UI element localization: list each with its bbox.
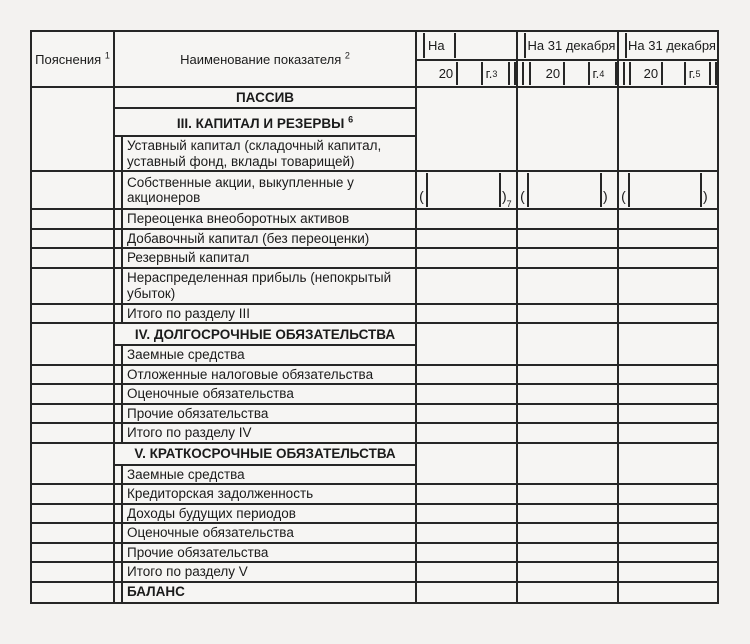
value-cell [517,304,618,324]
value-cell [618,87,718,171]
indicator-label: Оценочные обязательства [122,523,416,543]
indicator-label: Резервный капитал [122,248,416,268]
value-cell [416,209,517,229]
explanations-cell [31,423,114,443]
table-row [31,248,718,268]
value-cell [416,423,517,443]
indicator-label: Прочие обязательства [122,404,416,424]
period-2-year-blank-field [565,62,589,85]
table-row [31,523,718,543]
footnote-2: 2 [344,50,350,61]
close-paren: ) [703,188,708,204]
table-row [31,404,718,424]
explanations-cell [31,404,114,424]
explanations-cell [31,268,114,304]
table-row [31,484,718,504]
indent-cell [114,209,122,229]
value-cell [517,582,618,603]
table-row [31,504,718,524]
period-2-na-label: На 31 декабря [527,38,616,53]
value-cell [618,323,718,365]
table-row [31,543,718,563]
value-cell [416,404,517,424]
explanations-cell [31,582,114,603]
value-cell [517,484,618,504]
value-cell [618,365,718,385]
period-2-year-prefix: 20 [531,62,565,85]
value-cell [416,484,517,504]
indicator-label: Итого по разделу V [122,562,416,582]
period-1-pad [417,33,425,58]
indicator-label: Заемные средства [122,345,416,365]
value-cell [618,384,718,404]
value-cell [618,484,718,504]
value-cell [517,87,618,171]
value-cell [618,304,718,324]
period-3-year-suffix: г. 5 [686,62,712,85]
value-cell [618,523,718,543]
indicator-label: Уставный капитал (складочный капитал, уставный фонд, вклады товарищей) [122,136,416,171]
value-cell [416,268,517,304]
table-row [31,229,718,249]
explanations-cell [31,87,114,171]
explanations-cell [31,443,114,485]
table-row [31,365,718,385]
value-cell [416,323,517,365]
indent-cell [114,465,122,485]
indent-cell [114,582,122,603]
close-paren: ) 7 [502,188,512,209]
value-cell [517,443,618,485]
explanations-cell [31,384,114,404]
explanations-cell [31,248,114,268]
indent-cell [114,523,122,543]
indicator-label: Собственные акции, выкупленные у акционеров [122,171,416,209]
value-cell [416,229,517,249]
period-1-year-suffix: г. 3 [483,62,510,85]
period-3-year-header [618,60,718,87]
table-row [31,304,718,324]
value-cell [517,323,618,365]
open-paren: ( [419,188,424,204]
value-cell-parenthesized [416,171,517,209]
period-3-pad [619,33,627,58]
table-row [31,209,718,229]
table-row [31,323,718,345]
explanations-cell [31,229,114,249]
indicator-column-header [114,31,416,87]
period-1-year-prefix: 20 [417,62,458,85]
value-cell [517,209,618,229]
explanations-cell [31,484,114,504]
explanations-cell [31,365,114,385]
value-cell [618,443,718,485]
period-3-na-label: На 31 декабря [628,38,716,53]
period-2-pad [524,62,531,85]
period-3-pad [711,62,717,85]
footnote-6: 6 [348,114,354,125]
value-cell [517,365,618,385]
explanations-cell [31,304,114,324]
paren-blank-field [426,173,501,207]
value-cell [517,504,618,524]
indent-cell [114,484,122,504]
indent-cell [114,229,122,249]
indicator-label: Добавочный капитал (без переоценки) [122,229,416,249]
explanations-cell [31,562,114,582]
indent-cell [114,268,122,304]
value-cell [416,384,517,404]
value-cell [618,209,718,229]
value-cell [416,248,517,268]
paren-blank-field [628,173,702,207]
explanations-cell [31,209,114,229]
value-cell [618,423,718,443]
value-cell-parenthesized [517,171,618,209]
table-row [31,384,718,404]
indicator-label: Переоценка внеоборотных активов [122,209,416,229]
table-row [31,171,718,209]
value-cell [517,384,618,404]
explanations-cell [31,523,114,543]
explanations-cell [31,171,114,209]
table-row [31,562,718,582]
value-cell [416,87,517,171]
indent-cell [114,345,122,365]
period-2-pad [518,33,526,58]
indent-cell [114,304,122,324]
period-2-year-header [517,60,618,87]
indent-cell [114,136,122,171]
value-cell [517,523,618,543]
explanations-cell [31,543,114,563]
value-cell [416,443,517,485]
indicator-label: Заемные средства [122,465,416,485]
value-cell [618,562,718,582]
indicator-label: Нераспределенная прибыль (непокрытый убыток) [122,268,416,304]
period-1-year-blank-field [458,62,482,85]
value-cell [618,504,718,524]
footnote-1: 1 [104,50,110,61]
value-cell [416,582,517,603]
period-3-year-prefix: 20 [631,62,663,85]
total-balance-label: БАЛАНС [122,582,416,603]
value-cell [416,504,517,524]
indicator-label: Отложенные налоговые обязательства [122,365,416,385]
indent-cell [114,384,122,404]
period-1-year-header [416,60,517,87]
explanations-cell [31,323,114,365]
value-cell [416,365,517,385]
value-cell [416,523,517,543]
section-title-passiv: ПАССИВ [114,87,416,108]
indicator-label: Итого по разделу III [122,304,416,324]
value-cell [416,304,517,324]
indicator-label: Оценочные обязательства [122,384,416,404]
period-2-date-header [517,31,618,60]
indent-cell [114,404,122,424]
indicator-label: Доходы будущих периодов [122,504,416,524]
table-row [31,423,718,443]
indent-cell [114,171,122,209]
indicator-label: Итого по разделу IV [122,423,416,443]
value-cell [517,248,618,268]
section-title-long-term: IV. ДОЛГОСРОЧНЫЕ ОБЯЗАТЕЛЬСТВА [114,323,416,345]
balance-sheet-liabilities-table [30,30,719,604]
paren-blank-field [527,173,602,207]
value-cell [618,229,718,249]
indent-cell [114,543,122,563]
indicator-label: Кредиторская задолженность [122,484,416,504]
table-row [31,582,718,603]
value-cell [416,543,517,563]
value-cell [618,248,718,268]
indent-cell [114,562,122,582]
value-cell [618,582,718,603]
open-paren: ( [520,188,525,204]
indent-cell [114,248,122,268]
value-cell [517,268,618,304]
value-cell [618,404,718,424]
indicator-label: Наименование показателя [180,51,342,67]
period-2-year-suffix: г. 4 [590,62,617,85]
indicator-label: Прочие обязательства [122,543,416,563]
value-cell [618,268,718,304]
period-1-pad [510,62,516,85]
period-1-na-label: На [425,33,456,58]
value-cell [517,229,618,249]
value-cell [618,543,718,563]
period-1-date-blank-field [456,33,516,58]
value-cell [416,562,517,582]
value-cell [517,404,618,424]
period-1-date-header [416,31,517,60]
value-cell [517,543,618,563]
section-title-capital: III. КАПИТАЛ И РЕЗЕРВЫ $^6$ [114,108,416,136]
value-cell [517,423,618,443]
value-cell-parenthesized [618,171,718,209]
explanations-column-header [31,31,114,87]
table-row [31,443,718,465]
indent-cell [114,504,122,524]
open-paren: ( [621,188,626,204]
table-row [31,268,718,304]
explanations-label: Пояснения [35,51,102,67]
period-3-year-blank-field [663,62,686,85]
period-3-date-header [618,31,718,60]
explanations-cell [31,504,114,524]
value-cell [517,562,618,582]
section-title-short-term: V. КРАТКОСРОЧНЫЕ ОБЯЗАТЕЛЬСТВА [114,443,416,465]
indent-cell [114,423,122,443]
close-paren: ) [603,188,608,204]
indent-cell [114,365,122,385]
table-row [31,87,718,108]
